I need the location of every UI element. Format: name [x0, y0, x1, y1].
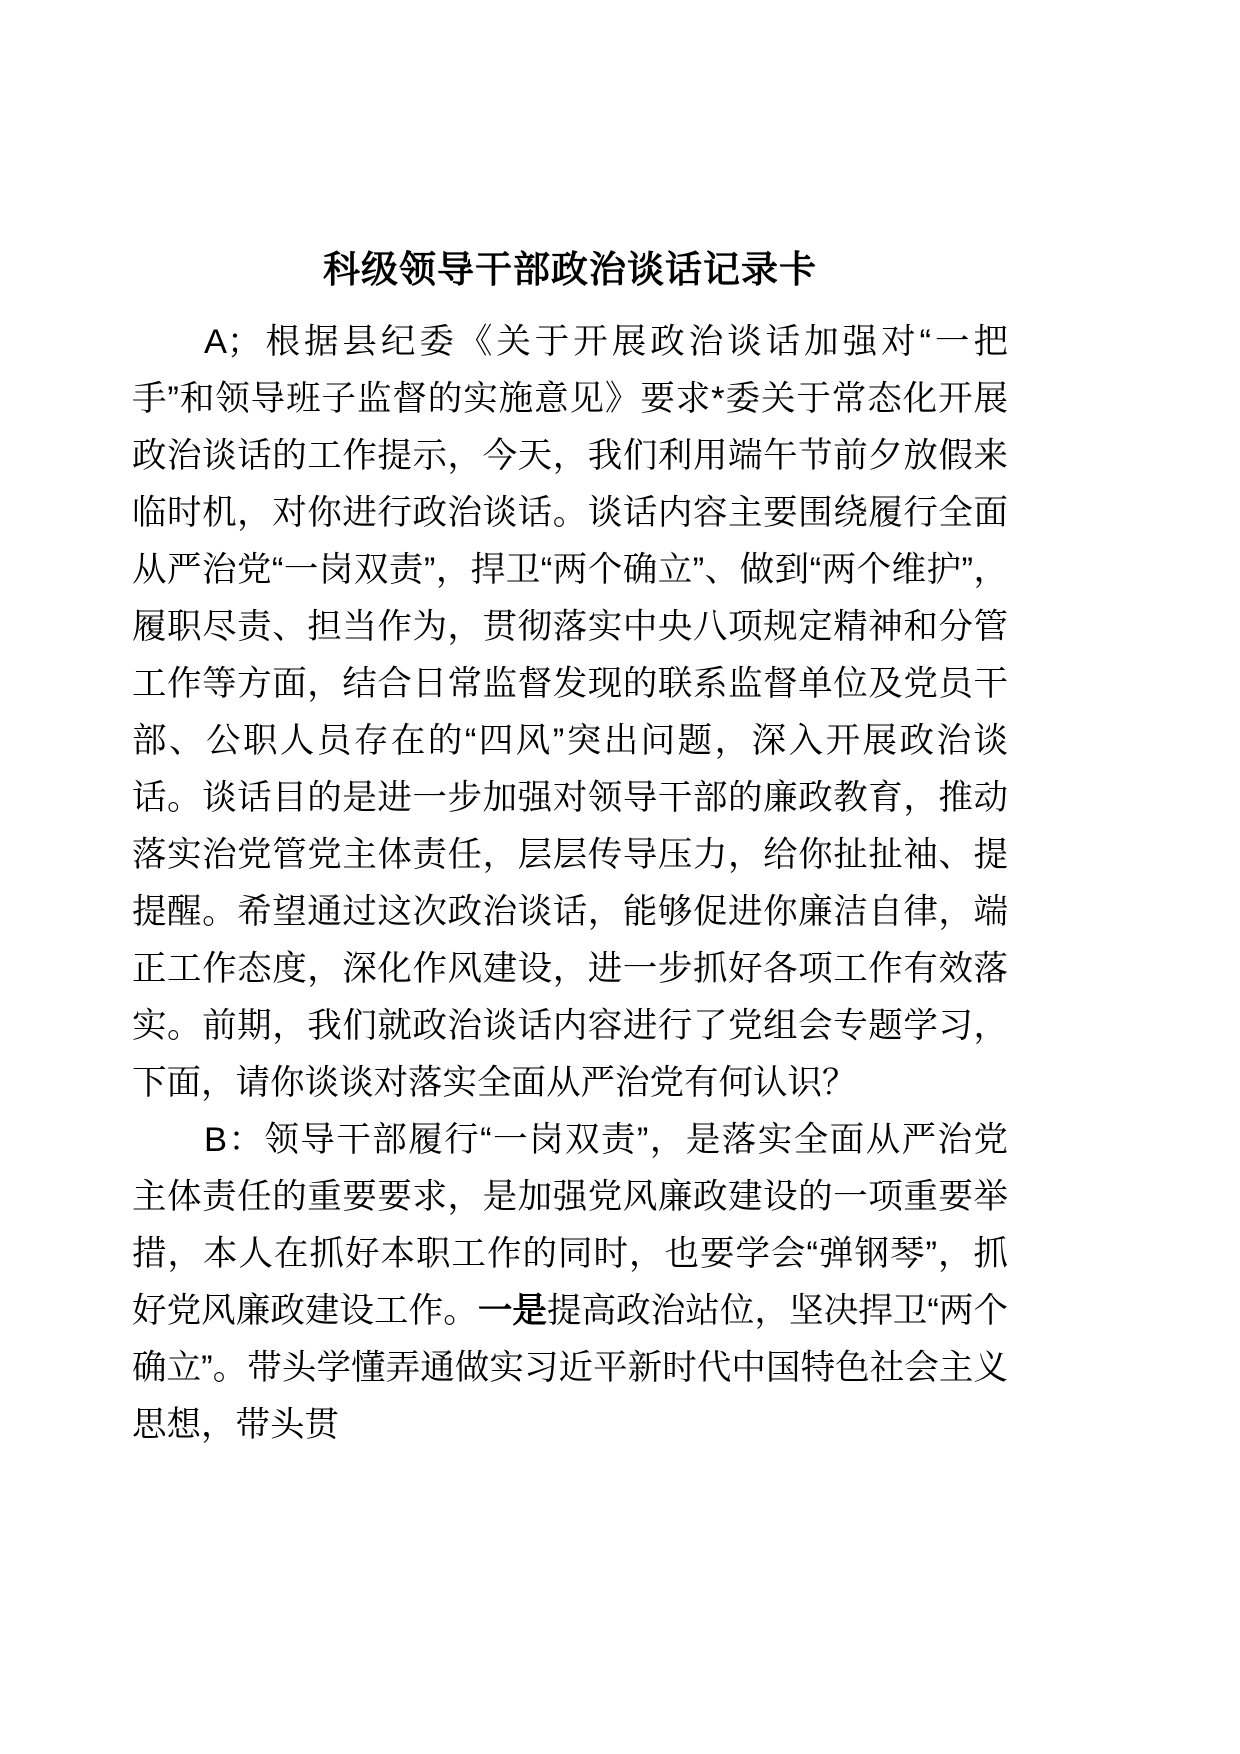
- paragraph-a: [132, 314, 1008, 1112]
- document-body: [132, 314, 1008, 1454]
- emphasis-run: 一是: [477, 1292, 547, 1331]
- document-content: [132, 0, 1008, 1454]
- text-run: B：领导干部履行“一岗双责”，是落实全面从严治党主体责任的重要要求，是加强党风廉政建设的一项重要举措，本人在抓好本职工作的同时，也要学会“弹钢琴”，抓好党风廉政建设工作。: [132, 1121, 1008, 1331]
- page-title: 科级领导干部政治谈话记录卡: [323, 249, 817, 290]
- text-run: 提高政治站位，坚决捍卫“两个确立”。带头学懂弄通做实习近平新时代中国特色社会主义思想，带头贯: [132, 1292, 1009, 1445]
- paragraph-b: [132, 1112, 1008, 1454]
- text-run: A；根据县纪委《关于开展政治谈话加强对“一把手”和领导班子监督的实施意见》要求*委关于常态化开展政治谈话的工作提示，今天，我们利用端午节前夕放假来临时机，对你进行政治谈话。谈话内容主要围绕履行全面从严治党“一岗双责”，捍卫“两个确立”、做到“两个维护”，履职尽责、担当作为，贯彻落实中央八项规定精神和分管工作等方面，结合日常监督发现的联系监督单位及党员干部、公职人员存在的“四风”突出问题，深入开展政治谈话。谈话目的是进一步加强对领导干部的廉政教育，推动落实治党管党主体责任，层层传导压力，给你扯扯袖、提提醒。希望通过这次政治谈话，能够促进你廉洁自律，端正工作态度，深化作风建设，进一步抓好各项工作有效落实。前期，我们就政治谈话内容进行了党组会专题学习，下面，请你谈谈对落实全面从严治党有何认识？: [132, 323, 1008, 1103]
